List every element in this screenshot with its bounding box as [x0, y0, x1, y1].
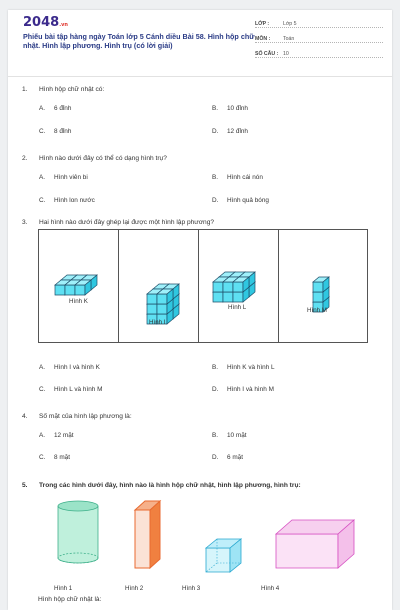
option-text: 12 mặt: [54, 432, 74, 439]
option-text: 12 đỉnh: [227, 128, 248, 135]
option-letter: C.: [39, 197, 46, 204]
question-2: 2. Hình nào dưới đây có thể có dạng hình trụ?: [22, 155, 167, 162]
unit-cube-face: [157, 304, 167, 314]
option-3b[interactable]: [212, 364, 275, 371]
figure-k-cell: [39, 230, 119, 342]
unit-cube-face: [65, 285, 75, 295]
header-divider: [8, 76, 392, 77]
option-text: 6 đỉnh: [54, 105, 72, 112]
option-2d[interactable]: [212, 197, 269, 204]
figure-i-label: Hình I: [149, 319, 166, 326]
meta-row-subject: MÔN : Toán: [255, 31, 383, 43]
option-letter: A.: [39, 105, 46, 112]
option-1d[interactable]: [212, 128, 248, 135]
worksheet: [8, 10, 392, 610]
site-logo[interactable]: 2048.vn: [23, 15, 68, 30]
figure-m-label: Hình M: [307, 307, 327, 314]
option-text: 8 mặt: [54, 454, 70, 461]
unit-cube-face: [233, 292, 243, 302]
meta-row-class: LỚP : Lớp 5: [255, 16, 383, 28]
option-text: 8 đỉnh: [54, 128, 72, 135]
partial-answer-line: Hình hộp chữ nhật là:: [38, 596, 102, 603]
unit-cube-face: [75, 285, 85, 295]
figure-k-label: Hình K: [69, 298, 88, 305]
unit-cube-face: [147, 304, 157, 314]
tall-prism-shape: [135, 501, 160, 568]
option-2a[interactable]: [39, 174, 88, 181]
option-letter: A.: [39, 364, 46, 371]
question-3: 3. Hai hình nào dưới đây ghép lại được một hình lập phương?: [22, 219, 215, 226]
option-text: Hình I và hình M: [227, 386, 274, 393]
meta-row-count: SỐ CÂU : 10: [255, 46, 383, 58]
shape-4-label: Hình 4: [261, 585, 280, 592]
option-3c[interactable]: [39, 386, 102, 393]
unit-cube-face: [213, 282, 223, 292]
question-5: 5. Trong các hình dưới đây, hình nào là hình hộp chữ nhật, hình lập phương, hình trụ:: [22, 482, 301, 489]
option-text: Hình L và hình M: [54, 386, 103, 393]
option-letter: B.: [212, 174, 219, 181]
question-1: 1. Hình hộp chữ nhật có:: [22, 86, 105, 93]
option-4c[interactable]: [39, 454, 70, 461]
small-cube-shape: [206, 539, 241, 572]
option-letter: B.: [212, 432, 219, 439]
figure-l-drawing: [199, 230, 279, 342]
option-text: Hình K và hình L: [227, 364, 275, 371]
option-1c[interactable]: [39, 128, 71, 135]
option-1a[interactable]: [39, 105, 71, 112]
shape-2-label: Hình 2: [125, 585, 144, 592]
worksheet-title: Phiếu bài tập hàng ngày Toán lớp 5 Cánh diều Bài 58. Hình hộp chữ nhật. Hình lập phương. Hình trụ (có lời giải): [23, 32, 255, 51]
meta-info: [255, 16, 383, 61]
option-2c[interactable]: [39, 197, 95, 204]
unit-cube-face: [233, 282, 243, 292]
option-letter: A.: [39, 174, 46, 181]
option-text: Hình I và hình K: [54, 364, 100, 371]
option-letter: C.: [39, 386, 46, 393]
unit-cube-face: [147, 294, 157, 304]
cylinder-shape: [58, 501, 98, 563]
shape-3-label: Hình 3: [182, 585, 201, 592]
figure-m-cell: [279, 230, 367, 342]
option-4a[interactable]: [39, 432, 74, 439]
unit-cube-face: [223, 292, 233, 302]
option-letter: A.: [39, 432, 46, 439]
figure-k-drawing: [39, 230, 119, 342]
option-4b[interactable]: [212, 432, 247, 439]
cube-stack-i: [147, 284, 179, 324]
option-letter: B.: [212, 364, 219, 371]
option-text: 10 đỉnh: [227, 105, 248, 112]
option-letter: B.: [212, 105, 219, 112]
option-letter: D.: [212, 454, 219, 461]
cube-stack-k: [55, 275, 97, 295]
unit-cube-face: [213, 292, 223, 302]
unit-cube-face: [223, 282, 233, 292]
option-text: 6 mặt: [227, 454, 243, 461]
option-letter: D.: [212, 386, 219, 393]
option-text: Hình viên bi: [54, 174, 88, 181]
cube-figures-table: [38, 229, 368, 343]
figure-l-label: Hình L: [228, 304, 247, 311]
unit-cube-face: [55, 285, 65, 295]
figure-l-cell: [199, 230, 279, 342]
unit-cube-face: [313, 292, 323, 302]
option-text: 10 mặt: [227, 432, 247, 439]
figure-i-cell: [119, 230, 199, 342]
unit-cube-face: [313, 282, 323, 292]
option-3a[interactable]: [39, 364, 100, 371]
cube-stack-l: [213, 272, 255, 302]
figure-m-drawing: [279, 230, 367, 342]
question-4: 4. Số mặt của hình lập phương là:: [22, 413, 132, 420]
option-letter: D.: [212, 197, 219, 204]
option-1b[interactable]: [212, 105, 248, 112]
option-4d[interactable]: [212, 454, 243, 461]
option-text: Hình cái nón: [227, 174, 263, 181]
option-text: Hình lon nước: [54, 197, 95, 204]
option-letter: C.: [39, 128, 46, 135]
option-letter: C.: [39, 454, 46, 461]
option-letter: D.: [212, 128, 219, 135]
option-3d[interactable]: [212, 386, 274, 393]
option-2b[interactable]: [212, 174, 263, 181]
option-text: Hình quả bóng: [227, 197, 269, 204]
shape-1-label: Hình 1: [54, 585, 73, 592]
wide-box-shape: [276, 520, 354, 568]
unit-cube-face: [157, 294, 167, 304]
solid-shapes-drawing: [8, 496, 392, 580]
